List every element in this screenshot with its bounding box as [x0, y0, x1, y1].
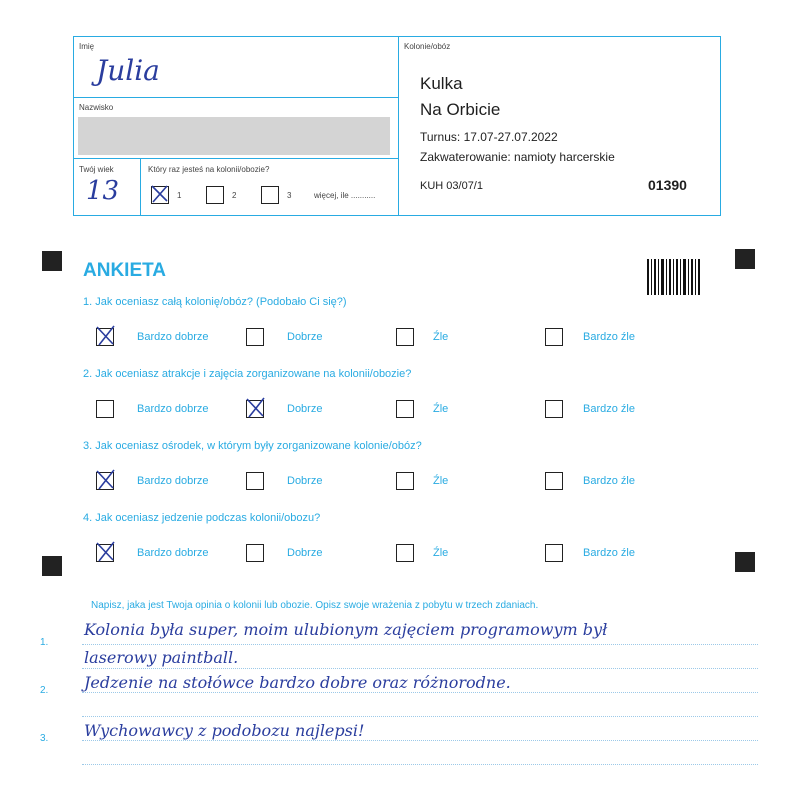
answer-option-label: Bardzo dobrze [137, 475, 209, 487]
barcode-icon [647, 259, 701, 295]
visit-option-1: 1 [177, 191, 182, 200]
line-number: 3. [40, 733, 49, 744]
question-text: 2. Jak oceniasz atrakcje i zajęcia zorganizowane na kolonii/obozie? [83, 368, 412, 380]
answer-checkbox[interactable] [246, 544, 264, 562]
question-text: 4. Jak oceniasz jedzenie podczas kolonii/obozu? [83, 512, 321, 524]
question-text: 1. Jak oceniasz całą kolonię/obóz? (Podobało Ci się?) [83, 296, 347, 308]
answer-option-label: Źle [433, 547, 449, 559]
registration-marker [42, 251, 62, 271]
check-mark-icon [94, 468, 118, 492]
answer-option-label: Źle [433, 403, 449, 415]
answer-checkbox[interactable] [246, 472, 264, 490]
answer-option-label: Dobrze [287, 403, 323, 415]
name-label: Imię [79, 42, 95, 51]
header-divider [398, 36, 399, 216]
answer-option-label: Bardzo dobrze [137, 331, 209, 343]
answer-checkbox[interactable] [96, 400, 114, 418]
visit-checkbox-2[interactable] [206, 186, 224, 204]
answer-line-1b: laserowy paintball. [84, 648, 239, 667]
surname-redaction [78, 117, 390, 155]
answer-checkbox[interactable] [396, 472, 414, 490]
header-col-line [140, 158, 141, 216]
answer-option-label: Bardzo dobrze [137, 403, 209, 415]
check-mark-icon [244, 396, 268, 420]
header-row-line [73, 97, 399, 98]
answer-line-2: Jedzenie na stołówce bardzo dobre oraz różnorodne. [84, 673, 511, 692]
age-label: Twój wiek [79, 165, 114, 174]
visits-label: Który raz jesteś na kolonii/obozie? [148, 165, 270, 174]
answer-checkbox[interactable] [545, 472, 563, 490]
registration-marker [735, 249, 755, 269]
answer-line-1: Kolonia była super, moim ulubionym zajęciem programowym był [84, 620, 608, 639]
visit-checkbox-3[interactable] [261, 186, 279, 204]
answer-checkbox[interactable] [396, 400, 414, 418]
registration-marker [42, 556, 62, 576]
visit-checkbox-1[interactable] [151, 186, 169, 204]
camp-name: Kulka [420, 74, 463, 93]
answer-option-label: Źle [433, 331, 449, 343]
answer-option-label: Źle [433, 475, 449, 487]
answer-option-label: Bardzo źle [583, 547, 635, 559]
answer-checkbox[interactable] [396, 328, 414, 346]
answer-option-label: Bardzo źle [583, 475, 635, 487]
answer-option-label: Bardzo źle [583, 331, 635, 343]
answer-checkbox[interactable] [246, 400, 264, 418]
writing-line [82, 716, 758, 717]
answer-checkbox[interactable] [396, 544, 414, 562]
answer-checkbox[interactable] [96, 472, 114, 490]
answer-checkbox[interactable] [96, 544, 114, 562]
answer-option-label: Dobrze [287, 331, 323, 343]
check-mark-icon [94, 324, 118, 348]
form-number: 01390 [648, 177, 687, 193]
opinion-prompt: Napisz, jaka jest Twoja opinia o kolonii lub obozie. Opisz swoje wrażenia z pobytu w trzech zdaniach. [91, 600, 539, 611]
camp-subtitle: Na Orbicie [420, 100, 501, 119]
answer-option-label: Dobrze [287, 475, 323, 487]
line-number: 2. [40, 685, 49, 696]
registration-marker [735, 552, 755, 572]
name-value: Julia [96, 54, 160, 87]
answer-checkbox[interactable] [96, 328, 114, 346]
writing-line [82, 644, 758, 645]
check-mark-icon [94, 540, 118, 564]
answer-line-3: Wychowawcy z podobozu najlepsi! [84, 721, 365, 740]
question-text: 3. Jak oceniasz ośrodek, w którym były zorganizowane kolonie/obóz? [83, 440, 422, 452]
answer-checkbox[interactable] [246, 328, 264, 346]
age-value: 13 [86, 176, 120, 206]
header-row-line [73, 158, 399, 159]
line-number: 1. [40, 637, 49, 648]
visit-option-2: 2 [232, 191, 237, 200]
writing-line [82, 668, 758, 669]
survey-title: ANKIETA [83, 260, 167, 281]
visit-more: więcej, ile ........... [314, 191, 376, 200]
writing-line [82, 764, 758, 765]
camp-label: Kolonie/obóz [404, 42, 451, 51]
camp-code: KUH 03/07/1 [420, 180, 483, 192]
visit-option-3: 3 [287, 191, 292, 200]
surname-label: Nazwisko [79, 103, 114, 112]
turnus: Turnus: 17.07-27.07.2022 [420, 130, 558, 144]
writing-line [82, 740, 758, 741]
answer-option-label: Bardzo dobrze [137, 547, 209, 559]
answer-checkbox[interactable] [545, 544, 563, 562]
writing-line [82, 692, 758, 693]
check-mark-icon [149, 183, 171, 205]
answer-checkbox[interactable] [545, 400, 563, 418]
answer-option-label: Bardzo źle [583, 403, 635, 415]
answer-checkbox[interactable] [545, 328, 563, 346]
accommodation: Zakwaterowanie: namioty harcerskie [420, 150, 615, 164]
answer-option-label: Dobrze [287, 547, 323, 559]
